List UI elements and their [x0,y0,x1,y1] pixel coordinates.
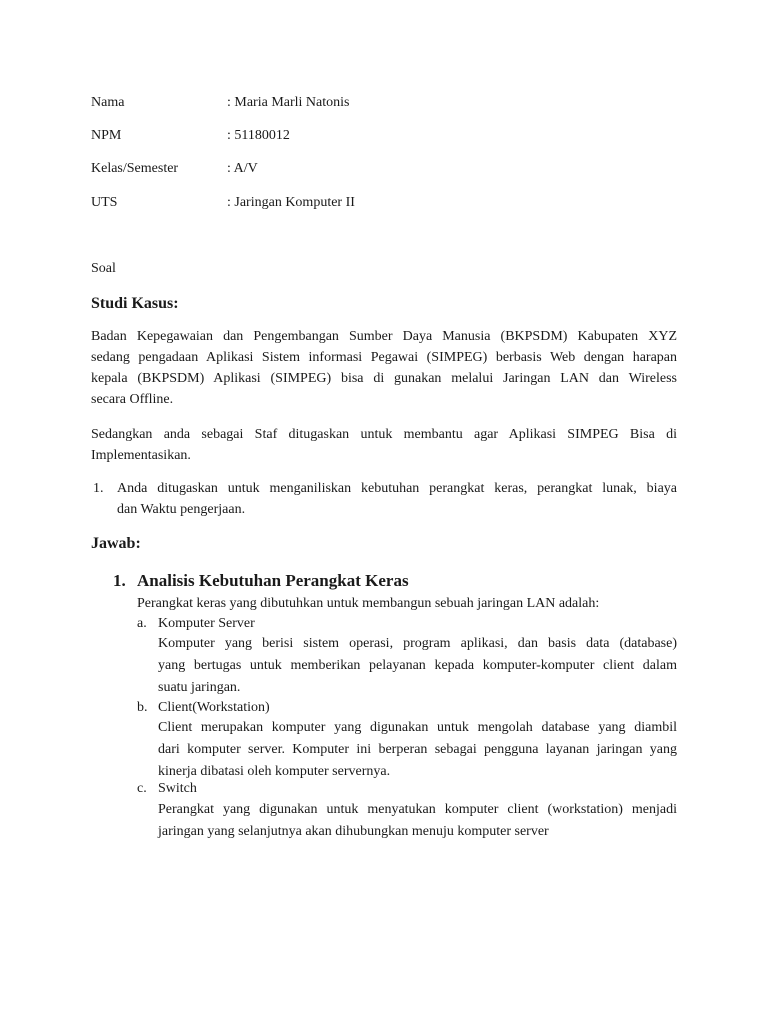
item-title: Komputer Server [158,616,255,631]
info-row-nama [91,93,349,113]
item-title: Client(Workstation) [158,700,270,715]
item-marker: b. [137,700,148,715]
paragraph-line: Implementasikan. [91,448,191,463]
question-line: Anda ditugaskan untuk menganiliskan kebutuhan perangkat keras, perangkat lunak, biaya [117,481,677,496]
paragraph-line: sedang pengadaan Aplikasi Sistem informasi Pegawai (SIMPEG) berbasis Web dengan harapan [91,350,677,365]
info-value: : Maria Marli Natonis [227,95,350,110]
item-body-line: dari komputer server. Komputer ini berperan sebagai pengguna layanan jaringan yang [158,742,677,757]
section-title: Analisis Kebutuhan Perangkat Keras [137,571,409,590]
paragraph-line: Sedangkan anda sebagai Staf ditugaskan untuk membantu agar Aplikasi SIMPEG Bisa di [91,427,677,442]
info-value: : Jaringan Komputer II [227,195,355,210]
item-body [158,799,677,843]
info-value: : A/V [227,161,258,176]
question-text [117,478,677,520]
item-body-line: jaringan yang selanjutnya akan dihubungkan menuju komputer server [158,824,549,839]
paragraph-line: secara Offline. [91,392,174,407]
item-body-line: yang bertugas untuk memberikan pelayanan kepada komputer-komputer client dalam [158,658,677,673]
item-body-line: Komputer yang berisi sistem operasi, program aplikasi, dan basis data (database) [158,636,677,651]
item-body-line: kinerja dibatasi oleh komputer servernya. [158,764,391,779]
question-number: 1. [93,481,104,496]
item-title: Switch [158,781,197,796]
info-value: : 51180012 [227,128,290,143]
question-line: dan Waktu pengerjaan. [117,502,246,517]
info-label: Nama [91,95,125,110]
item-body-line: suatu jaringan. [158,680,241,695]
studi-kasus-heading: Studi Kasus: [91,295,179,312]
item-body-line: Client merupakan komputer yang digunakan untuk mengolah database yang diambil [158,720,677,735]
item-body-line: Perangkat yang digunakan untuk menyatukan komputer client (workstation) menjadi [158,802,677,817]
jawab-heading: Jawab: [91,535,141,552]
info-label: NPM [91,128,122,143]
info-row-uts [91,193,355,213]
info-label: Kelas/Semester [91,161,179,176]
info-row-npm [91,126,290,146]
studi-kasus-paragraph-2 [91,424,677,466]
item-marker: c. [137,781,147,796]
paragraph-line: Badan Kepegawaian dan Pengembangan Sumber Daya Manusia (BKPSDM) Kabupaten XYZ [91,329,677,344]
item-body [158,633,677,699]
paragraph-line: kepala (BKPSDM) Aplikasi (SIMPEG) bisa di gunakan melalui Jaringan LAN dan Wireless [91,371,677,386]
item-body [158,717,677,783]
soal-label: Soal [91,261,116,276]
section-intro: Perangkat keras yang dibutuhkan untuk membangun sebuah jaringan LAN adalah: [137,596,600,611]
section-number: 1. [113,571,126,590]
item-marker: a. [137,616,147,631]
info-label: UTS [91,195,118,210]
studi-kasus-paragraph-1 [91,326,677,410]
info-row-kelas [91,159,258,179]
